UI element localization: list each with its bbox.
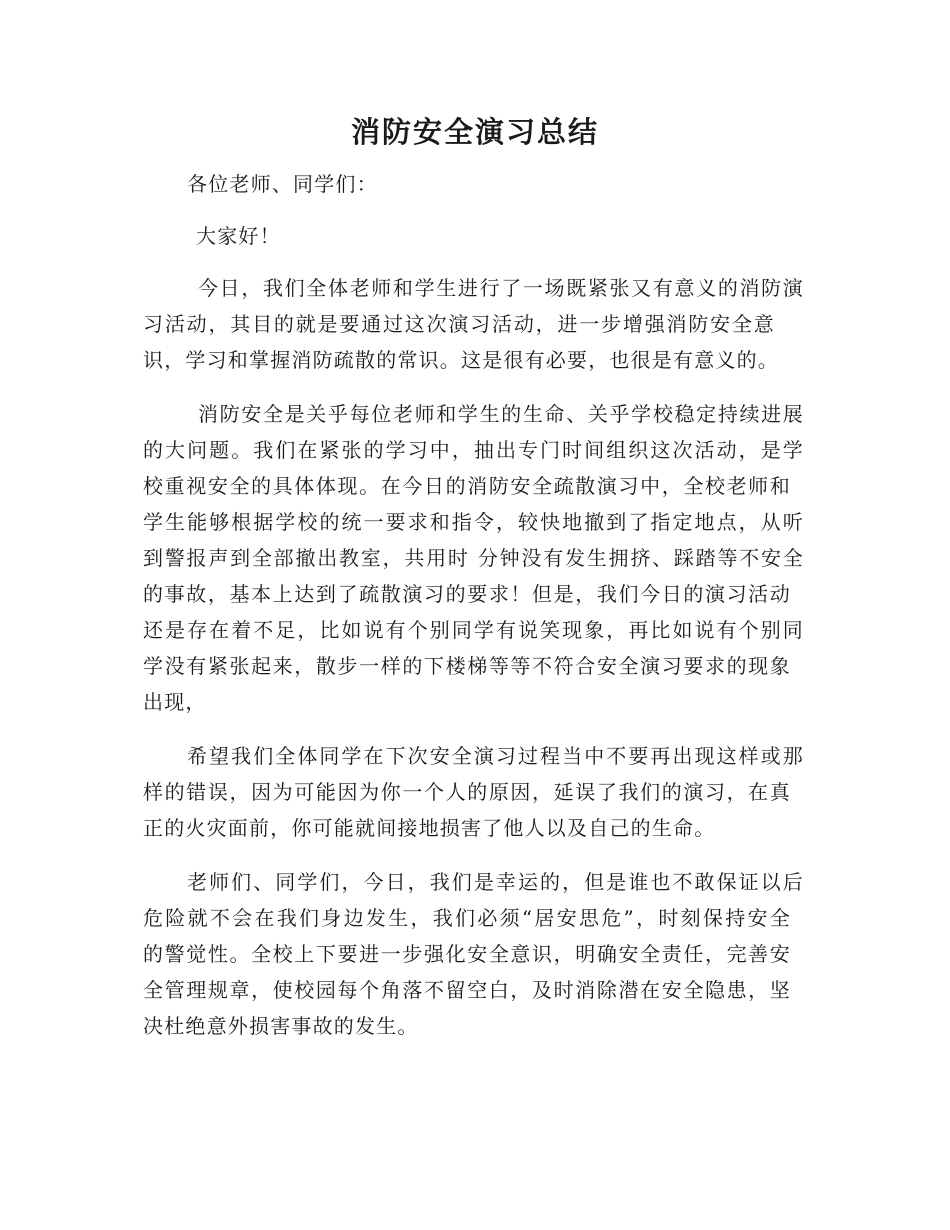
paragraph-line: 的警觉性。全校上下要进一步强化安全意识，明确安全责任，完善安 — [143, 942, 791, 966]
paragraph-line: 正的火灾面前，你可能就间接地损害了他人以及自己的生命。 — [143, 816, 716, 840]
paragraph-line: 学没有紧张起来，散步一样的下楼梯等等不符合安全演习要求的现象 — [143, 654, 791, 678]
paragraph-line: 出现， — [143, 690, 207, 714]
paragraph-line: 消防安全是关乎每位老师和学生的生命、关乎学校稳定持续进展 — [198, 402, 804, 426]
paragraph-line: 还是存在着不足，比如说有个别同学有说笑现象，再比如说有个别同 — [143, 618, 804, 642]
paragraph-line: 的事故，基本上达到了疏散演习的要求！但是，我们今日的演习活动 — [143, 582, 791, 606]
paragraph-line: 样的错误，因为可能因为你一个人的原因，延误了我们的演习，在真 — [143, 780, 791, 804]
paragraph-line: 到警报声到全部撤出教室，共用时 分钟没有发生拥挤、踩踏等不安全 — [143, 546, 804, 570]
paragraph-line: 希望我们全体同学在下次安全演习过程当中不要再出现这样或那 — [187, 744, 804, 768]
paragraph-line: 学生能够根据学校的统一要求和指令，较快地撤到了指定地点，从听 — [143, 510, 804, 534]
paragraph-line: 的大问题。我们在紧张的学习中，抽出专门时间组织这次活动，是学 — [143, 438, 804, 462]
paragraph-line: 习活动，其目的就是要通过这次演习活动，进一步增强消防安全意 — [143, 312, 775, 336]
paragraph-line: 决杜绝意外损害事故的发生。 — [143, 1014, 419, 1038]
greeting-line: 各位老师、同学们： — [187, 172, 378, 196]
salutation-line: 大家好！ — [196, 224, 281, 248]
paragraph-line: 全管理规章，使校园每个角落不留空白，及时消除潜在安全隐患，坚 — [143, 978, 791, 1002]
paragraph-line: 今日，我们全体老师和学生进行了一场既紧张又有意义的消防演 — [198, 276, 804, 300]
paragraph-line: 识，学习和掌握消防疏散的常识。这是很有必要，也很是有意义的。 — [143, 348, 779, 372]
paragraph-line: 危险就不会在我们身边发生，我们必须“居安思危”，时刻保持安全 — [143, 906, 791, 930]
document-title: 消防安全演习总结 — [350, 115, 599, 149]
paragraph-line: 老师们、同学们，今日，我们是幸运的，但是谁也不敢保证以后 — [187, 870, 804, 894]
paragraph-line: 校重视安全的具体体现。在今日的消防安全疏散演习中，全校老师和 — [143, 474, 791, 498]
